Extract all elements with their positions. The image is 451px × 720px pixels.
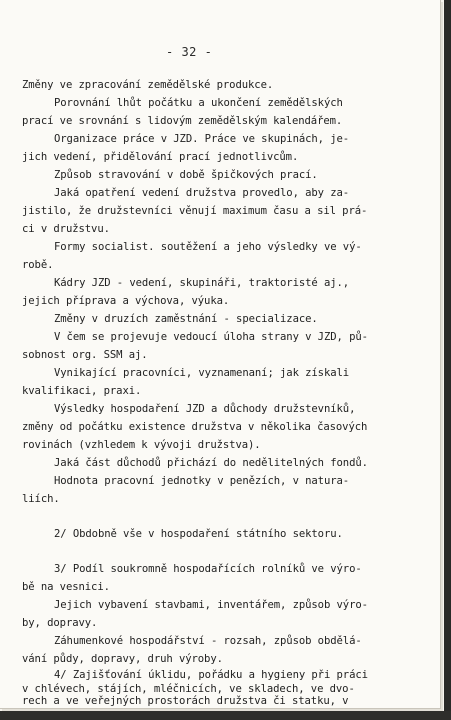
- text-line: změny od počátku existence družstva v několika časových: [22, 421, 368, 433]
- text-line: Jaká část důchodů přichází do nedělitelných fondů.: [54, 457, 368, 469]
- text-line: 4/ Zajišťování úklidu, pořádku a hygieny při práci: [54, 669, 368, 681]
- text-line: bě na vesnici.: [22, 581, 110, 593]
- text-line: v chlévech, stájích, mléčnicích, ve skladech, ve dvo-: [22, 683, 355, 695]
- text-line: ci v družstvu.: [22, 223, 110, 235]
- text-line: Výsledky hospodaření JZD a důchody družstevníků,: [54, 403, 356, 415]
- text-line: Organizace práce v JZD. Práce ve skupinách, je-: [54, 133, 350, 145]
- text-line: Formy socialist. soutěžení a jeho výsledky ve vý-: [54, 241, 362, 253]
- text-line: vání půdy, dopravy, druh výroby.: [22, 653, 223, 665]
- text-line: jejich příprava a výchova, výuka.: [22, 295, 230, 307]
- text-line: Jejich vybavení stavbami, inventářem, způsob výro-: [54, 599, 368, 611]
- text-line: robě.: [22, 259, 54, 271]
- text-line: Změny v druzích zaměstnání - specializace.: [54, 313, 318, 325]
- text-line: Porovnání lhůt počátku a ukončení zemědělských: [54, 97, 343, 109]
- page-number: - 32 -: [166, 45, 213, 59]
- text-line: by, dopravy.: [22, 617, 98, 629]
- text-line: Záhumenkové hospodářství - rozsah, způsob obdělá-: [54, 635, 362, 647]
- text-line: jich vedení, přidělování prací jednotlivcům.: [22, 151, 299, 163]
- scan-edge-bottom: [0, 711, 451, 720]
- text-line: liích.: [22, 493, 60, 505]
- text-line: sobnost org. SSM aj.: [22, 349, 148, 361]
- text-line: V čem se projevuje vedoucí úloha strany v JZD, pů-: [54, 331, 368, 343]
- text-line: Změny ve zpracování zemědělské produkce.: [22, 79, 274, 91]
- text-line: 2/ Obdobně vše v hospodaření státního sektoru.: [54, 528, 343, 540]
- text-line: jistilo, že družstevníci věnují maximum času a sil prá-: [22, 205, 368, 217]
- text-line: Způsob stravování v době špičkových prací.: [54, 169, 318, 181]
- text-line: rovinách (vzhledem k vývoji družstva).: [22, 439, 261, 451]
- text-line: kvalifikaci, praxi.: [22, 385, 142, 397]
- text-line: Jaká opatření vedení družstva provedlo, aby za-: [54, 187, 350, 199]
- text-line: 3/ Podíl soukromně hospodařících rolníků ve výro-: [54, 563, 362, 575]
- text-line: Vynikající pracovníci, vyznamenaní; jak získali: [54, 367, 350, 379]
- text-line: Kádry JZD - vedení, skupináři, traktoristé aj.,: [54, 277, 350, 289]
- text-line: prací ve srovnání s lidovým zemědělským kalendářem.: [22, 115, 343, 127]
- text-line: rech a ve veřejných prostorách družstva či statku, v: [22, 695, 349, 707]
- scan-edge-right: [444, 0, 451, 720]
- text-line: Hodnota pracovní jednotky v penězích, v natura-: [54, 475, 350, 487]
